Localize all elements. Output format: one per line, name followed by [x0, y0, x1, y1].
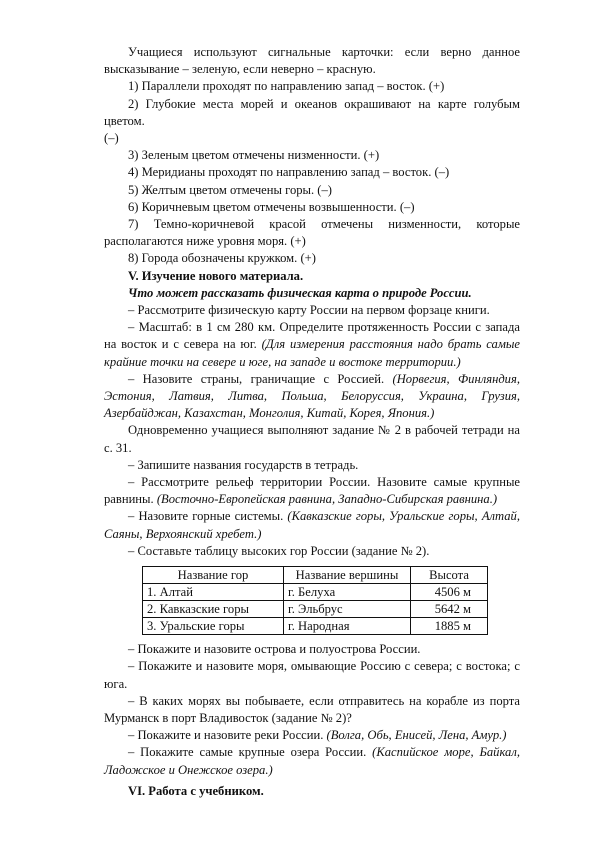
- section-5-title: V. Изучение нового материала.: [128, 268, 304, 283]
- task-rivers-answer: (Волга, Обь, Енисей, Лена, Амур.): [326, 728, 507, 743]
- table-cell-mountains: 1. Алтай: [143, 584, 284, 601]
- task-neighbors-answer: (Норвегия, Финляндия, Эстония, Латвия, Литва, Польша, Белоруссия, Украина, Грузия, Азербайджан, Казахстан, Монголия, Китай, Корея, Япония.): [104, 371, 520, 421]
- statement-8: 8) Города обозначены кружком. (+): [128, 251, 316, 266]
- task-plains-text: – Рассмотрите рельеф территории России. Назовите самые крупные равнины.: [104, 475, 520, 507]
- intro-line-2: высказывание – зеленую, если неверно – красную.: [104, 62, 376, 77]
- section-6-title: VI. Работа с учебником.: [128, 783, 264, 798]
- task-scale-hint: (Для измерения расстояния надо брать самые крайние точки на севере и юге, на западе и востоке территории.): [104, 337, 520, 369]
- statement-5: 5) Желтым цветом отмечены горы. (–): [128, 182, 332, 197]
- statement-1: 1) Параллели проходят по направлению запад – восток. (+): [128, 79, 445, 94]
- task-rivers-text: – Покажите и назовите реки России.: [128, 728, 327, 743]
- table-header-height: Высота: [411, 567, 488, 584]
- table-header-mountains: Название гор: [143, 567, 284, 584]
- statement-6: 6) Коричневым цветом отмечены возвышенности. (–): [128, 199, 415, 214]
- table-cell-peak: г. Народная: [284, 618, 411, 635]
- task-neighbors: [104, 371, 520, 423]
- table-cell-mountains: 2. Кавказские горы: [143, 601, 284, 618]
- statement-2-text: 2) Глубокие места морей и океанов окрашивают на карте голубым цветом.: [104, 96, 520, 128]
- table-cell-height: 4506 м: [411, 584, 488, 601]
- section-5-question: Что может рассказать физическая карта о природе России.: [128, 285, 472, 300]
- task-mountains-text: – Назовите горные системы.: [128, 509, 288, 524]
- table-row: [143, 601, 488, 618]
- document-page: [104, 44, 520, 800]
- statement-2-tail: (–): [104, 131, 119, 146]
- table-cell-mountains: 3. Уральские горы: [143, 618, 284, 635]
- task-voyage: – В каких морях вы побываете, если отправитесь на корабле из порта Мурманск в порт Владивосток (задание № 2)?: [104, 693, 520, 725]
- task-plains: [104, 474, 520, 508]
- task-scale-text: – Масштаб: в 1 см 280 км. Определите протяженность России с запада на восток и с севера на юг.: [104, 320, 520, 352]
- statement-2: [104, 96, 520, 148]
- table-cell-height: 1885 м: [411, 618, 488, 635]
- task-make-table: – Составьте таблицу высоких гор России (задание № 2).: [128, 543, 430, 558]
- table-cell-peak: г. Белуха: [284, 584, 411, 601]
- task-workbook: Одновременно учащиеся выполняют задание № 2 в рабочей тетради на с. 31.: [104, 423, 520, 455]
- task-write-states: – Запишите названия государств в тетрадь.: [128, 457, 359, 472]
- table-header-peak: Название вершины: [284, 567, 411, 584]
- task-plains-answer: (Восточно-Европейская равнина, Западно-Сибирская равнина.): [156, 492, 498, 507]
- statement-7-cont: располагаются ниже уровня моря. (+): [104, 234, 306, 249]
- intro-line-1: Учащиеся используют сигнальные карточки: если верно данное: [128, 45, 520, 59]
- table-row: [143, 618, 488, 635]
- task-lakes-answer: (Каспийское море, Байкал, Ладожское и Онежское озера.): [104, 745, 520, 777]
- task-rivers: [104, 727, 520, 744]
- table-row: [143, 584, 488, 601]
- task-lakes: [104, 744, 520, 778]
- statement-3: 3) Зеленым цветом отмечены низменности. (+): [128, 148, 380, 163]
- statement-4: 4) Меридианы проходят по направлению запад – восток. (–): [128, 165, 450, 180]
- task-lakes-text: – Покажите самые крупные озера России.: [128, 745, 373, 760]
- table-cell-peak: г. Эльбрус: [284, 601, 411, 618]
- statement-7: 7) Темно-коричневой красой отмечены низменности, которые: [128, 217, 520, 232]
- task-seas: – Покажите и назовите моря, омывающие Россию с севера; с востока; с юга.: [104, 659, 520, 691]
- task-neighbors-text: – Назовите страны, граничащие с Россией.: [128, 371, 393, 386]
- task-islands: – Покажите и назовите острова и полуострова России.: [128, 642, 421, 657]
- task-mountains-answer: (Кавказские горы, Уральские горы, Алтай, Саяны, Верхоянский хребет.): [104, 509, 520, 541]
- table-header-row: [143, 567, 488, 584]
- task-mountains: [104, 508, 520, 542]
- task-physical-map: – Рассмотрите физическую карту России на первом форзаце книги.: [128, 303, 490, 318]
- task-scale: [104, 319, 520, 371]
- mountains-table: [142, 566, 488, 635]
- table-cell-height: 5642 м: [411, 601, 488, 618]
